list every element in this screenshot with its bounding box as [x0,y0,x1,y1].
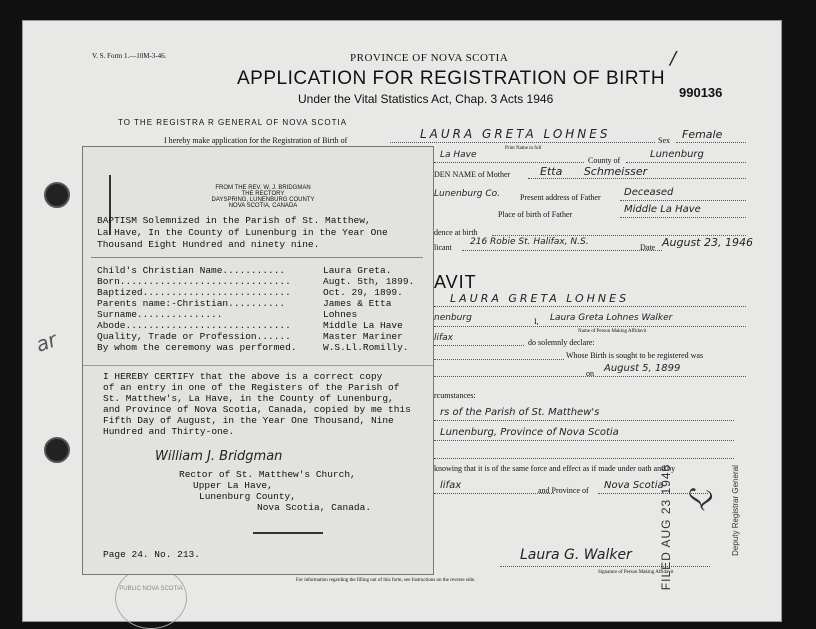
circumstance-line-2: Lunenburg, Province of Nova Scotia [440,427,619,438]
notary-seal: PUBLIC NOVA SCOTIA [115,567,187,629]
signature-caption: Signature of Person Making Affidavit [598,570,674,575]
affiant-name: Laura Greta Lohnes Walker [550,313,673,323]
name-caption: Print Name in full [505,146,542,151]
mother-value: Etta Schmeisser [540,165,648,178]
intro-text: I hereby make application for the Registration of Birth of [164,136,348,145]
county-label: County of [588,156,621,165]
city-value: lifax [440,480,462,491]
rector-letterhead: FROM THE REV. W. J. BRIDGMAN THE RECTORY DAYSPRING, LUNENBURG COUNTY NOVA SCOTIA, CANADA [211,185,315,209]
residence-label: dence at birth [434,228,478,237]
father-address-label: Present address of Father [520,193,601,202]
sex-value: Female [682,128,723,141]
punch-hole-bottom [44,437,70,463]
registrar-signature-mark: ℒ [680,479,722,516]
serial-number: 990136 [679,85,723,100]
father-address-value: Lunenburg Co. [434,189,501,199]
solemnly-declare: do solemnly declare: [528,338,595,347]
baptism-line-2: La Have, In the County of Lunenburg in the Year One [97,227,388,238]
affidavit-place: lifax [434,333,454,343]
margin-mark: ar [32,327,60,357]
certificate-fold [83,365,433,366]
province-heading: PROVINCE OF NOVA SCOTIA [350,52,509,64]
on-label: on [586,369,594,378]
footer-note: For information regarding the filling out of this form, see Instructions on the reverse side. [296,578,476,583]
record-row: Born.............................. Augt. 5th, 1899. [97,276,415,287]
knowing-text: knowing that it is of the same force and effect as if made under oath and by [434,464,676,473]
circumstances-label: rcumstances: [434,391,476,400]
form-title: APPLICATION FOR REGISTRATION OF BIRTH [237,68,666,89]
record-row: Parents name:-Christian.......... James & Etta [97,298,392,309]
affidavit-heading: AVIT [434,272,477,292]
baptism-certificate [82,146,434,575]
corner-mark: / [670,48,677,69]
application-date: August 23, 1946 [662,236,753,249]
applicant-label: licant [434,243,452,252]
page-reference: Page 24. No. 213. [103,549,200,560]
filed-stamp: FILED AUG 23 1946 [659,463,674,591]
cert-staple-mark [109,175,117,235]
mother-label: DEN NAME of Mother [434,170,511,179]
record-row: Child's Christian Name........... Laura Greta. [97,265,392,276]
form-number: V. S. Form 1.—10M-3-46. [92,52,167,60]
father-birth-value: Middle La Have [624,204,701,215]
baptism-line-1: BAPTISM Solemnized in the Parish of St. Matthew, [97,215,371,226]
record-row: Baptized.......................... Oct. 29, 1899. [97,287,403,298]
punch-hole-top [44,182,70,208]
record-row: Surname............... Lohnes [97,309,358,320]
affidavit-county: nenburg [434,313,472,323]
affidavit-child-name: LAURA GRETA LOHNES [450,292,630,305]
father-birth-label: Place of birth of Father [498,210,573,219]
record-row: By whom the ceremony was performed. W.S.Ll.Romilly. [97,342,409,353]
affiant-signature: Laura G. Walker [520,547,632,563]
place-value: La Have [440,150,477,160]
father-address-answer: Deceased [624,187,674,198]
affiant-caption: Name of Person Making Affidavit [578,329,647,334]
record-row: Abode............................. Middle La Have [97,320,403,331]
record-row: Quality, Trade or Profession...... Master Mariner [97,331,403,342]
baptism-line-3: Thousand Eight Hundred and ninety nine. [97,239,320,250]
county-value: Lunenburg [650,149,704,160]
whose-birth-text: Whose Birth is sought to be registered was [566,351,704,360]
form-subtitle: Under the Vital Statistics Act, Chap. 3 Acts 1946 [298,92,554,106]
birth-date: August 5, 1899 [604,363,681,374]
affidavit-i: I, [534,317,539,326]
rector-signature: William J. Bridgman [155,449,283,464]
pen-stroke [253,532,323,534]
circumstance-line-1: rs of the Parish of St. Matthew's [440,407,600,418]
certification-text: I HEREBY CERTIFY that the above is a correct copy of an entry in one of the Registers of the Parish of St. Matthew's, La Have, in the County of Lunenburg, and Province of Nova Scotia, Canada, copied by me this Fifth Day of August, in the Year One Thousand, Nine Hundred and Thirty-one. [103,371,411,437]
child-name-value: LAURA GRETA LOHNES [420,127,611,141]
sex-label: Sex [658,136,670,145]
addressee: TO THE REGISTRA R GENERAL OF NOVA SCOTIA [118,118,348,127]
rector-block: Rector of St. Matthew's Church, Upper La Have, Lunenburg County, Nova Scotia, Canada. [179,469,372,513]
deputy-registrar-stamp: Deputy Registrar General [730,465,740,556]
province-label: and Province of [538,486,589,495]
province-value: Nova Scotia [604,480,664,491]
date-label: Date [640,243,656,252]
baptism-record-table [97,265,427,353]
applicant-address: 216 Robie St. Halifax, N.S. [470,237,589,247]
